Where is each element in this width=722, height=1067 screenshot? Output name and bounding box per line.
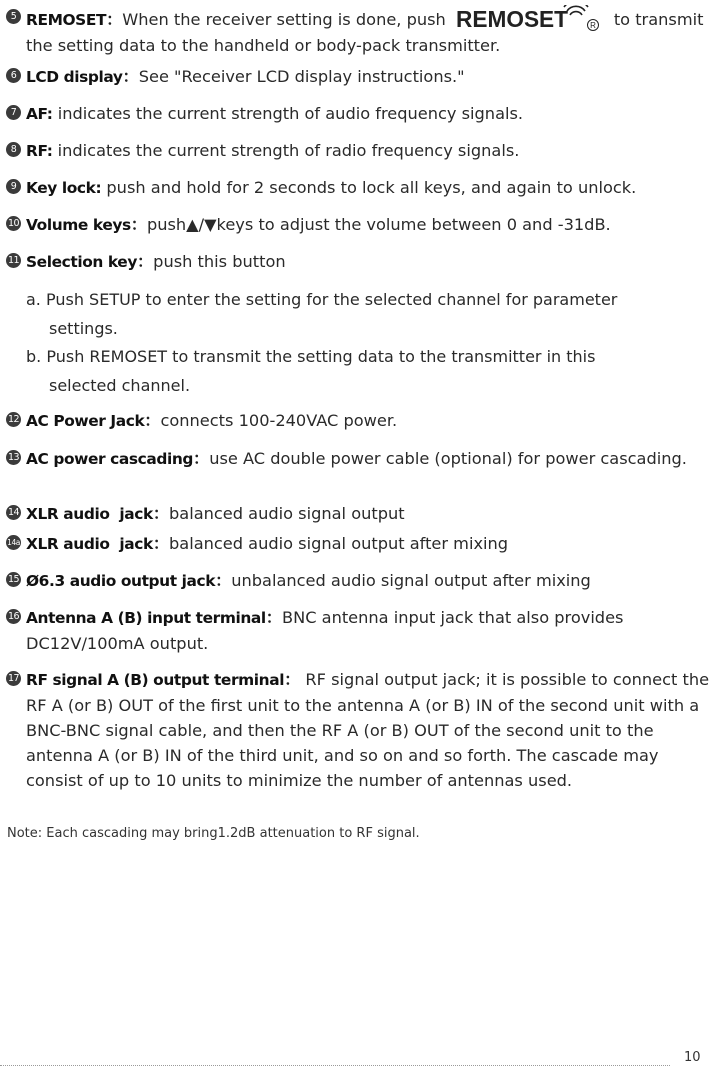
item-description: indicates the current strength of audio frequency signals.	[57, 104, 524, 123]
item-lcd-display: 6 LCD display：See "Receiver LCD display instructions."	[6, 64, 718, 90]
item-number: 17	[7, 673, 20, 684]
item-description: balanced audio signal output	[169, 504, 405, 523]
item-number: 10	[7, 218, 20, 229]
item-term: Volume keys	[26, 216, 131, 234]
item-description: BNC antenna input jack that also provides DC12V/100mA output.	[26, 608, 624, 653]
item-ac-power-cascading: 13 AC power cascading：use AC double power cable (optional) for power cascading.	[7, 449, 687, 468]
item-ac-power-jack: 12 AC Power Jack：connects 100-240VAC power.	[7, 411, 398, 430]
item-number: 9	[6, 179, 21, 194]
remoset-logo-icon	[454, 5, 602, 31]
item-term: XLR audio jack	[26, 505, 153, 523]
item-description: When the receiver setting is done, push	[122, 10, 446, 29]
item-term: Ø6.3 audio output jack	[26, 572, 216, 590]
item-number: 15	[7, 574, 20, 585]
item-key-lock	[6, 175, 718, 201]
item-description: use AC double power cable (optional) for power cascading.	[209, 449, 687, 468]
item-term: REMOSET	[26, 11, 107, 29]
sub-item-text: Push REMOSET to transmit the setting data to the transmitter in this	[46, 347, 596, 366]
item-xlr-audio-jack-mixing: 14a XLR audio jack：balanced audio signal output after mixing	[7, 534, 509, 553]
item-description: connects 100-240VAC power.	[160, 411, 398, 430]
item-volume-keys: 10 Volume keys：push▲/▼keys to adjust the volume between 0 and -31dB.	[7, 215, 611, 234]
item-number: 14a	[6, 535, 21, 550]
item-description: See "Receiver LCD display instructions."	[138, 67, 465, 86]
sub-item-letter: b.	[26, 347, 42, 366]
item-af	[6, 101, 718, 127]
item-antenna-input: 16 Antenna A (B) input terminal：BNC antenna input jack that also provides DC12V/100mA output.	[7, 608, 624, 653]
item-number: 12	[7, 414, 20, 425]
sub-item-text: Push SETUP to enter the setting for the selected channel for parameter	[45, 290, 618, 309]
item-term: RF:	[26, 142, 53, 160]
item-term: Selection key	[26, 253, 137, 271]
item-description-continued: to transmit the setting data to the handheld or body-pack transmitter.	[26, 10, 704, 55]
item-number: 6	[6, 68, 21, 83]
item-rf	[6, 138, 718, 164]
item-number: 8	[6, 142, 21, 157]
sub-item-text-continued: settings.	[49, 319, 118, 338]
item-number: 5	[6, 9, 21, 24]
item-term: AC Power Jack	[26, 412, 145, 430]
item-remoset: 5 REMOSET：When the receiver setting is done, push REMOSET R to transmit the setting data to the handheld or body-pack transmitter.	[6, 5, 718, 58]
sub-item-setup	[26, 285, 718, 343]
item-term: AF:	[26, 105, 53, 123]
item-term: RF signal A (B) output terminal	[26, 671, 285, 689]
item-xlr-audio-jack: 14 XLR audio jack：balanced audio signal output	[7, 504, 405, 523]
item-term: Key lock:	[26, 179, 102, 197]
item-term: XLR audio jack	[26, 535, 153, 553]
item-number: 14	[7, 507, 20, 518]
item-term: Antenna A (B) input terminal	[26, 609, 266, 627]
sub-item-remoset	[26, 342, 718, 400]
svg-text:R: R	[589, 21, 596, 30]
item-rf-signal-output: 17 RF signal A (B) output terminal： RF signal output jack; it is possible to connect the RF A (or B) OUT of the first unit to the antenna A (or B) IN of the second unit with a BNC-BNC signal cable, and then the RF A (or B) OUT of the second unit to the antenna A (or B) IN of the third unit, and so on and so forth. The cascade may consist of up to 10 units to minimize the number of antennas used.	[7, 670, 710, 790]
item-description: RF signal output jack; it is possible to connect the RF A (or B) OUT of the first unit to the antenna A (or B) IN of the second unit with a BNC-BNC signal cable, and then the RF A (or B) OUT of the second unit to the antenna A (or B) IN of the third unit, and so on and so forth. The cascade may consist of up to 10 units to minimize the number of antennas used.	[26, 670, 710, 790]
item-description: push this button	[153, 252, 286, 271]
item-term: AC power cascading	[26, 450, 194, 468]
item-description: push and hold for 2 seconds to lock all keys, and again to unlock.	[106, 178, 637, 197]
item-selection-key: 11 Selection key：push this button	[7, 252, 286, 271]
item-description: balanced audio signal output after mixing	[169, 534, 509, 553]
item-audio-output-jack: 15 Ø6.3 audio output jack：unbalanced audio signal output after mixing	[7, 571, 591, 590]
page-number: 10	[684, 1050, 701, 1065]
item-number: 16	[7, 611, 20, 622]
item-number: 13	[7, 452, 20, 463]
item-number: 11	[7, 255, 20, 266]
item-description: push▲/▼keys to adjust the volume between 0 and -31dB.	[146, 215, 611, 234]
sub-item-letter: a.	[26, 290, 41, 309]
footer-divider	[0, 1065, 670, 1066]
sub-item-text-continued: selected channel.	[49, 376, 191, 395]
item-description: indicates the current strength of radio frequency signals.	[57, 141, 520, 160]
item-number: 7	[6, 105, 21, 120]
item-description: unbalanced audio signal output after mixing	[231, 571, 591, 590]
svg-text:REMOSET: REMOSET	[455, 6, 568, 31]
item-term: LCD display	[26, 68, 123, 86]
note: Note: Each cascading may bring1.2dB attenuation to RF signal.	[7, 826, 420, 841]
